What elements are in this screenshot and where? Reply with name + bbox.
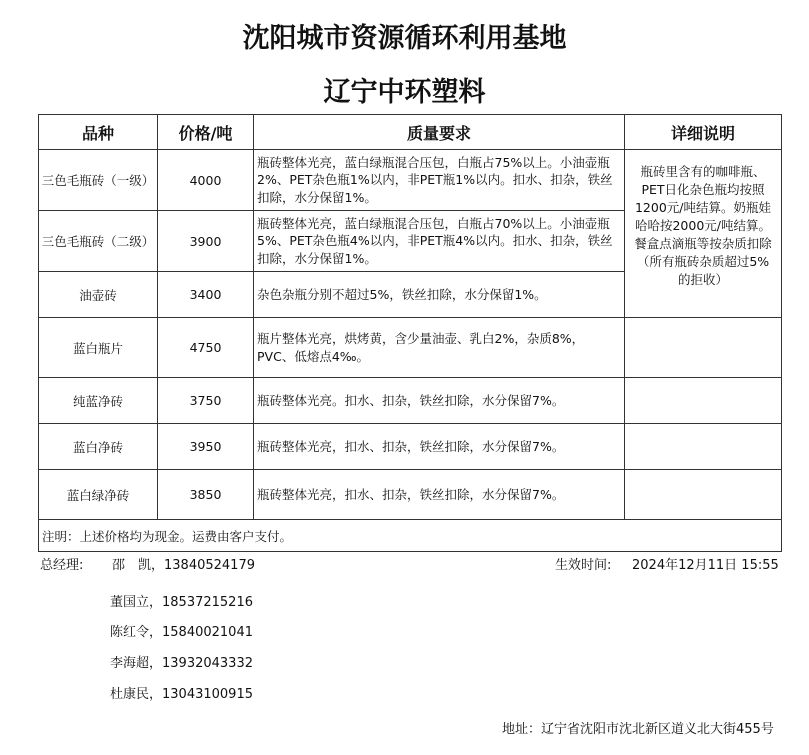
table-row bbox=[39, 150, 782, 211]
table-header-row bbox=[39, 115, 782, 150]
table-row bbox=[39, 470, 782, 520]
variety-cell: 蓝白瓶片 bbox=[39, 318, 158, 378]
detail-cell: 瓶砖里含有的咖啡瓶、PET日化杂色瓶均按照1200元/吨结算。奶瓶娃哈哈按2000元/吨结算。餐盒点滴瓶等按杂质扣除（所有瓶砖杂质超过5%的拒收） bbox=[625, 150, 782, 318]
quality-cell: 杂色杂瓶分别不超过5%，铁丝扣除，水分保留1%。 bbox=[254, 272, 625, 318]
price-cell: 3750 bbox=[158, 378, 254, 424]
price-cell: 3850 bbox=[158, 470, 254, 520]
manager-label: 总经理: bbox=[40, 558, 84, 573]
column-header-quality: 质量要求 bbox=[254, 115, 625, 150]
variety-cell: 纯蓝净砖 bbox=[39, 378, 158, 424]
empty-detail-cell bbox=[625, 470, 782, 520]
page-title: 沈阳城市资源循环利用基地 bbox=[242, 23, 567, 54]
manager-contact: 邵 凯，13840524179 bbox=[112, 558, 255, 573]
variety-cell: 蓝白净砖 bbox=[39, 424, 158, 470]
quality-cell: 瓶砖整体光亮。扣水、扣杂，铁丝扣除，水分保留7%。 bbox=[254, 378, 625, 424]
price-table bbox=[38, 114, 782, 552]
variety-cell: 蓝白绿净砖 bbox=[39, 470, 158, 520]
price-cell: 3400 bbox=[158, 272, 254, 318]
quality-cell: 瓶片整体光亮，烘烤黄，含少量油壶、乳白2%，杂质8%，PVC、低熔点4‰。 bbox=[254, 318, 625, 378]
table-row bbox=[39, 318, 782, 378]
contact-item: 李海超，13932043332 bbox=[110, 656, 253, 671]
quality-cell: 瓶砖整体光亮，扣水、扣杂，铁丝扣除，水分保留7%。 bbox=[254, 470, 625, 520]
price-cell: 4750 bbox=[158, 318, 254, 378]
note-row bbox=[39, 520, 782, 552]
empty-detail-cell bbox=[625, 424, 782, 470]
quality-cell: 瓶砖整体光亮，扣水、扣杂，铁丝扣除，水分保留7%。 bbox=[254, 424, 625, 470]
variety-cell: 三色毛瓶砖（二级） bbox=[39, 211, 158, 272]
empty-detail-cell bbox=[625, 378, 782, 424]
contact-item: 杜康民，13043100915 bbox=[110, 687, 253, 702]
effective-time-value: 2024年12月11日 15:55 bbox=[632, 558, 779, 573]
payment-note: 注明：上述价格均为现金。运费由客户支付。 bbox=[39, 520, 782, 552]
table-row bbox=[39, 378, 782, 424]
quality-cell: 瓶砖整体光亮，蓝白绿瓶混合压包，白瓶占70%以上。小油壶瓶5%、PET杂色瓶4%以内，非PET瓶4%以内。扣水、扣杂，铁丝扣除，水分保留1%。 bbox=[254, 211, 625, 272]
company-name: 辽宁中环塑料 bbox=[323, 77, 486, 108]
table-row bbox=[39, 424, 782, 470]
address: 地址：辽宁省沈阳市沈北新区道义北大街455号 bbox=[502, 722, 774, 737]
column-header-price: 价格/吨 bbox=[158, 115, 254, 150]
effective-time-label: 生效时间: bbox=[555, 558, 612, 573]
variety-cell: 油壶砖 bbox=[39, 272, 158, 318]
price-cell: 4000 bbox=[158, 150, 254, 211]
column-header-variety: 品种 bbox=[39, 115, 158, 150]
quality-cell: 瓶砖整体光亮，蓝白绿瓶混合压包，白瓶占75%以上。小油壶瓶2%、PET杂色瓶1%以内，非PET瓶1%以内。扣水、扣杂，铁丝扣除，水分保留1%。 bbox=[254, 150, 625, 211]
variety-cell: 三色毛瓶砖（一级） bbox=[39, 150, 158, 211]
price-cell: 3900 bbox=[158, 211, 254, 272]
price-cell: 3950 bbox=[158, 424, 254, 470]
column-header-detail: 详细说明 bbox=[625, 115, 782, 150]
empty-detail-cell bbox=[625, 318, 782, 378]
contact-item: 董国立，18537215216 bbox=[110, 595, 253, 610]
contact-item: 陈红令，15840021041 bbox=[110, 625, 253, 640]
